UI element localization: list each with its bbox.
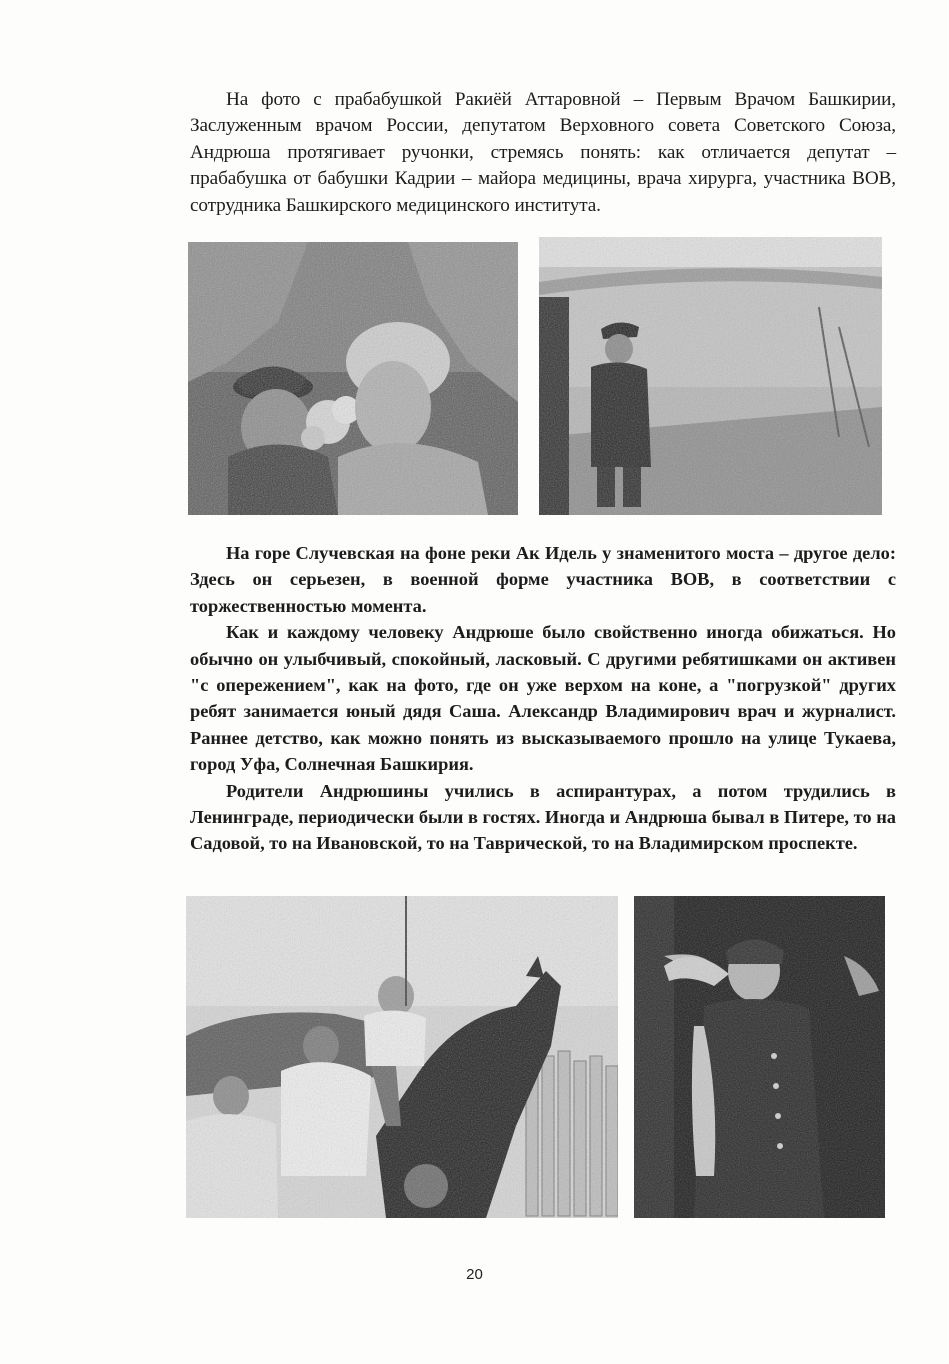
text-block-top <box>190 87 896 219</box>
paragraph-3: Как и каждому человеку Андрюше было свойственно иногда обижаться. Но обычно он улыбчивый, спокойный, ласковый. С другими ребятишками он активен "с опережением", как на фото, где он уже верхом на коне, а "погрузкой" других ребят занимается юный дядя Саша. Александр Владимирович врач и журналист. Раннее детство, как можно понять из высказываемого прошло на улице Тукаева, город Уфа, Солнечная Башкирия. <box>190 622 896 775</box>
photo-boy-with-fish <box>634 896 885 1218</box>
paragraph-1: На фото с прабабушкой Ракиёй Аттаровной – Первым Врачом Башкирии, Заслуженным врачом России, депутатом Верховного совета Советского Союза, Андрюша протягивает ручонки, стремясь понять: как отличается депутат – прабабушка от бабушки Кадрии – майора медицины, врача хирурга, участника ВОВ, сотрудника Башкирского медицинского института. <box>190 89 896 216</box>
photo-boy-in-uniform-by-river <box>539 237 882 515</box>
paragraph-4: Родители Андрюшины учились в аспирантурах, а потом трудились в Ленинграде, периодически были в гостях. Иногда и Андрюша бывал в Питере, то на Садовой, то на Ивановской, то на Таврической, то на Владимирском проспекте. <box>190 780 896 854</box>
photo-boy-on-horse <box>186 896 618 1218</box>
paragraph-2: На горе Случевская на фоне реки Ак Идель у знаменитого моста – другое дело: Здесь он серьезен, в военной форме участника ВОВ, в соответствии с торжественностью момента. <box>190 543 896 616</box>
page-number: 20 <box>466 1266 483 1283</box>
photo-boy-with-great-grandmother <box>188 242 518 515</box>
text-block-middle <box>190 540 896 857</box>
